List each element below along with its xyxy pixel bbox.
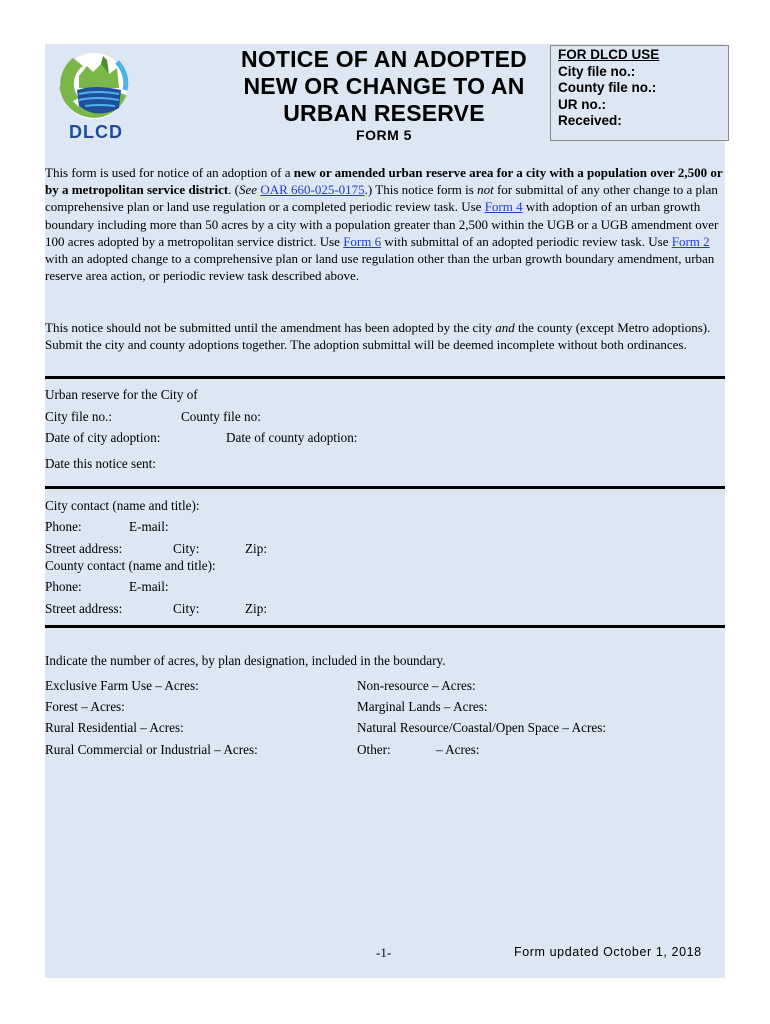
city-adoption-date-field[interactable]: Date of city adoption: bbox=[45, 430, 161, 445]
submittal-paragraph bbox=[45, 319, 725, 353]
submittal-text: the county (except Metro adoptions). Submit the city and county adoptions together. The adoption submittal will be deemed incomplete without both ordinances. bbox=[45, 320, 711, 353]
oar-link[interactable]: OAR 660-025-0175 bbox=[260, 182, 365, 198]
county-email-field[interactable]: E-mail: bbox=[129, 579, 169, 594]
dlcd-ur-no-label: UR no.: bbox=[558, 96, 606, 112]
city-phone-field[interactable]: Phone: bbox=[45, 519, 82, 534]
rural-residential-acres-field[interactable]: Rural Residential – Acres: bbox=[45, 720, 184, 735]
dlcd-county-file-label: County file no.: bbox=[558, 80, 657, 95]
intro-text: with an adopted change to a comprehensive plan or land use regulation other than the urban growth boundary amendment, urban reserve area action, or periodic review task described above. bbox=[45, 251, 715, 284]
intro-text: .) This notice form is bbox=[364, 182, 478, 198]
dlcd-logo bbox=[57, 46, 135, 146]
dlcd-city-file-label: City file no.: bbox=[558, 63, 636, 79]
city-street-field[interactable]: Street address: bbox=[45, 541, 123, 556]
city-zip-field[interactable]: Zip: bbox=[245, 541, 267, 556]
city-city-field[interactable]: City: bbox=[173, 541, 200, 556]
other-acres-field[interactable]: – Acres: bbox=[436, 742, 480, 757]
form-updated-date: Form updated October 1, 2018 bbox=[514, 945, 702, 959]
title-line-1: NOTICE OF AN ADOPTED bbox=[241, 46, 527, 72]
form-number: FORM 5 bbox=[356, 127, 412, 143]
page-number: -1- bbox=[376, 945, 392, 960]
dlcd-use-heading: FOR DLCD USE bbox=[558, 47, 660, 62]
forest-acres-field[interactable]: Forest – Acres: bbox=[45, 699, 125, 714]
intro-text: for submittal of any other change to a plan comprehensive plan or land use regulation or a completed periodic review task. Use bbox=[45, 182, 718, 215]
section-divider bbox=[45, 376, 725, 379]
section-divider bbox=[45, 486, 725, 489]
dlcd-emblem-icon bbox=[57, 46, 135, 146]
intro-text: This form is used for notice of an adoption of a bbox=[45, 165, 294, 180]
farm-acres-field[interactable]: Exclusive Farm Use – Acres: bbox=[45, 678, 199, 693]
urban-reserve-city-field[interactable]: Urban reserve for the City of bbox=[45, 387, 198, 402]
city-contact-field[interactable]: City contact (name and title): bbox=[45, 498, 200, 513]
form2-link[interactable]: Form 2 bbox=[671, 233, 710, 249]
dlcd-use-box bbox=[550, 45, 729, 141]
intro-text: . ( bbox=[228, 182, 240, 198]
submittal-text: This notice should not be submitted until the amendment has been adopted by the city bbox=[45, 320, 496, 335]
form6-link[interactable]: Form 6 bbox=[343, 233, 382, 249]
form-title bbox=[226, 46, 542, 127]
county-adoption-date-field[interactable]: Date of county adoption: bbox=[226, 430, 358, 445]
form4-link[interactable]: Form 4 bbox=[484, 199, 523, 215]
non-resource-acres-field[interactable]: Non-resource – Acres: bbox=[357, 678, 476, 693]
logo-text: DLCD bbox=[69, 122, 123, 142]
county-zip-field[interactable]: Zip: bbox=[245, 601, 267, 616]
county-phone-field[interactable]: Phone: bbox=[45, 579, 82, 594]
acres-instructions: Indicate the number of acres, by plan designation, included in the boundary. bbox=[45, 653, 446, 668]
submittal-italic-and: and bbox=[495, 320, 515, 335]
title-line-2: NEW OR CHANGE TO AN bbox=[243, 73, 525, 99]
notice-sent-date-field[interactable]: Date this notice sent: bbox=[45, 456, 156, 471]
section-divider bbox=[45, 625, 725, 628]
intro-paragraph bbox=[45, 164, 725, 284]
intro-bold-text: new or amended urban reserve area for a city with a population over 2,500 or by a metropolitan service district bbox=[45, 165, 723, 198]
county-contact-field[interactable]: County contact (name and title): bbox=[45, 558, 216, 573]
intro-text: with adoption of an urban growth boundary including more than 50 acres by a city with a population greater than 2,500 within the UGB or a UGB amendment over 100 acres adopted by a metropolitan service district. Use bbox=[45, 199, 719, 249]
marginal-lands-acres-field[interactable]: Marginal Lands – Acres: bbox=[357, 699, 488, 714]
city-file-field[interactable]: City file no.: bbox=[45, 409, 113, 424]
rural-commercial-acres-field[interactable]: Rural Commercial or Industrial – Acres: bbox=[45, 742, 258, 757]
intro-italic-see: See bbox=[239, 182, 258, 198]
dlcd-received-label: Received: bbox=[558, 113, 622, 128]
county-file-field[interactable]: County file no: bbox=[181, 409, 261, 424]
other-designation-field[interactable]: Other: bbox=[357, 742, 391, 757]
intro-text: with submittal of an adopted periodic review task. Use bbox=[381, 233, 672, 249]
county-city-field[interactable]: City: bbox=[173, 601, 200, 616]
natural-resource-acres-field[interactable]: Natural Resource/Coastal/Open Space – Acres: bbox=[357, 720, 607, 735]
city-email-field[interactable]: E-mail: bbox=[129, 519, 169, 534]
county-street-field[interactable]: Street address: bbox=[45, 601, 123, 616]
title-line-3: URBAN RESERVE bbox=[283, 100, 485, 126]
intro-italic-not: not bbox=[477, 182, 494, 198]
